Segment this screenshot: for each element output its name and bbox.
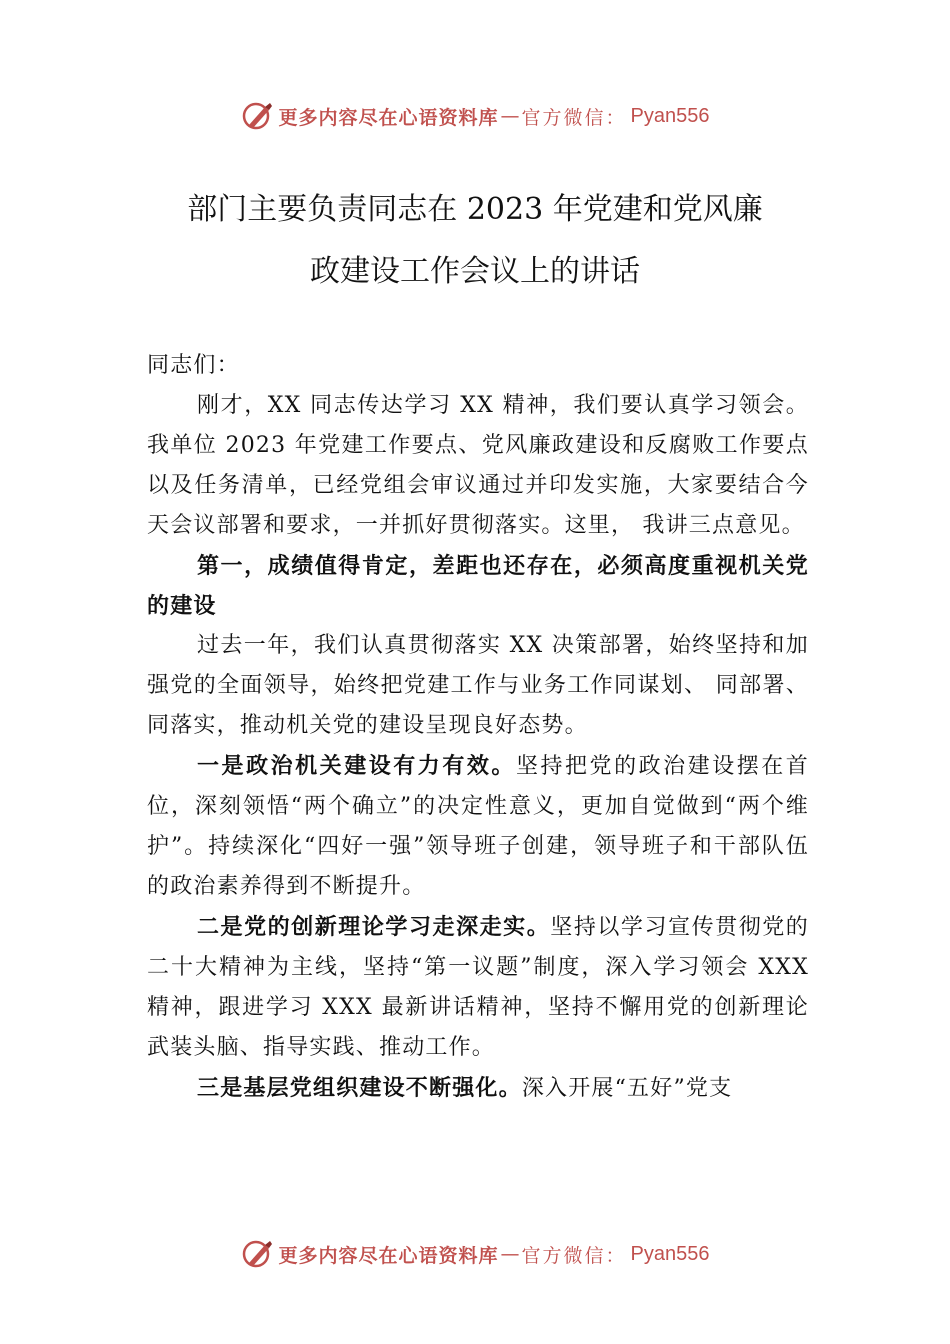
watermark-separator: — [500, 105, 520, 127]
watermark-id: Pyan556 [630, 1242, 710, 1265]
paragraph-point-3 [147, 1068, 809, 1109]
header-watermark [0, 96, 950, 136]
watermark-text: 更多内容尽在心语资料库 [278, 106, 499, 129]
watermark-text: 更多内容尽在心语资料库 [278, 1244, 499, 1267]
document-body [147, 346, 809, 1109]
point-3-lead: 三是基层党组织建设不断强化。 [197, 1075, 522, 1101]
footer-watermark [0, 1234, 950, 1274]
watermark-separator: — [500, 1243, 520, 1265]
point-2-lead: 二是党的创新理论学习走深走实。 [197, 914, 551, 940]
point-1-text: 坚持把党的政治建设摆在首位，深刻领悟“两个确立”的决定性意义，更加自觉做到“两个维护”。持续深化“四好一强”领导班子创建，领导班子和干部队伍的政治素养得到不断提升。 [147, 754, 809, 899]
point-3-text: 深入开展“五好”党支 [521, 1076, 733, 1101]
document-title-line2: 政建设工作会议上的讲话 [310, 254, 640, 289]
pen-logo-icon [241, 1237, 275, 1271]
document-title-line1: 部门主要负责同志在 2023 年党建和党风廉 [187, 192, 763, 227]
pen-logo-icon [241, 99, 275, 133]
watermark-label: 官方微信： [521, 1244, 627, 1267]
paragraph-review: 过去一年，我们认真贯彻落实 XX 决策部署，始终坚持和加强党的全面领导，始终把党建工作与业务工作同谋划、 同部署、同落实，推动机关党的建设呈现良好态势。 [147, 633, 809, 738]
point-1-lead: 一是政治机关建设有力有效。 [197, 753, 516, 779]
paragraph-intro: 刚才，XX 同志传达学习 XX 精神，我们要认真学习领会。我单位 2023 年党建工作要点、党风廉政建设和反腐败工作要点以及任务清单，已经党组会审议通过并印发实施，大家要结合今天会议部署和要求，一并抓好贯彻落实。这里， 我讲三点意见。 [147, 393, 809, 538]
watermark-label: 官方微信： [521, 106, 627, 129]
section-heading-1: 第一，成绩值得肯定，差距也还存在，必须高度重视机关党的建设 [147, 553, 809, 619]
watermark-id: Pyan556 [630, 104, 710, 127]
paragraph-point-2 [147, 907, 809, 1068]
paragraph-point-1 [147, 746, 809, 907]
point-2-text: 坚持以学习宣传贯彻党的二十大精神为主线，坚持“第一议题”制度，深入学习领会 XXX 精神，跟进学习 XXX 最新讲话精神，坚持不懈用党的创新理论武装头脑、指导实践、推动工作。 [147, 915, 809, 1060]
salutation: 同志们： [147, 353, 240, 378]
